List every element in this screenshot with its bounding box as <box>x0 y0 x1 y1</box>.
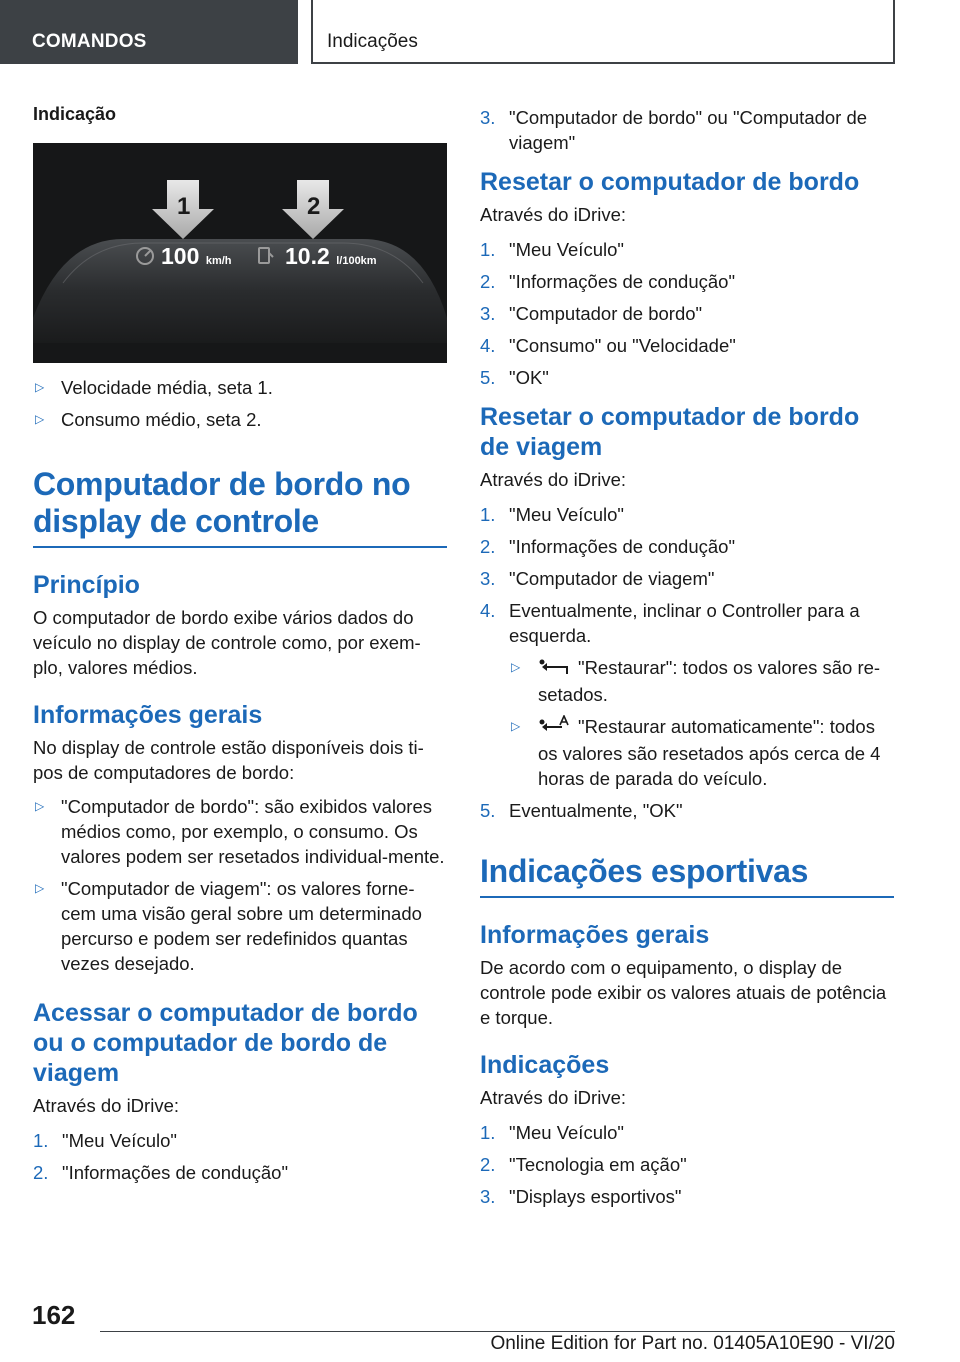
list-item: 2. "Informações de condução" <box>33 1162 289 1183</box>
triangle-bullet-icon: ▷ <box>35 881 45 895</box>
triangle-bullet-icon: ▷ <box>511 718 521 733</box>
principle-title: Princípio <box>33 571 140 599</box>
consumption-readout <box>285 243 377 270</box>
display-heading: Indicação <box>33 104 117 124</box>
instrument-cluster-figure <box>33 143 447 363</box>
reset-steps <box>480 237 894 390</box>
list-item: 1. "Meu Veículo" <box>33 1130 177 1151</box>
list-item: 5. Eventualmente, "OK" <box>480 799 683 821</box>
reset-icon <box>538 657 570 682</box>
list-item: ▷ "Restaurar automaticamente": todos os valores são resetados após cerca de 4 horas de parada do veículo. <box>511 715 881 789</box>
reset-trip-intro: Através do iDrive: <box>480 469 626 490</box>
reset-options-list <box>509 655 894 791</box>
triangle-bullet-icon: ▷ <box>511 660 521 674</box>
list-item: 2. "Tecnologia em ação" <box>480 1153 687 1175</box>
list-item: ▷ "Computador de viagem": os valores forne-cem uma visão geral sobre um determinado percurso e podem ser redefinidos quantas vezes desejado. <box>35 878 422 974</box>
access-title: Acessar o computador de bordo ou o computador de bordo de viagem <box>33 999 418 1087</box>
speed-unit: km/h <box>205 255 232 267</box>
sport-displays-title: Indicações <box>480 1050 610 1079</box>
chapter-tab: Indicações <box>311 0 895 64</box>
triangle-bullet-icon: ▷ <box>35 412 45 426</box>
section-tab: COMANDOS <box>0 0 298 64</box>
sport-displays-intro: Através do iDrive: <box>480 1086 626 1108</box>
page-header <box>0 0 960 66</box>
list-item: 2. "Informações de condução" <box>480 536 736 557</box>
arrow-1-label: 1 <box>177 193 191 220</box>
section-title: Computador de bordo no display de controle <box>33 466 447 548</box>
list-item: 1. "Meu Veículo" <box>480 504 624 525</box>
computer-types-list <box>33 794 447 976</box>
list-item: 4. "Consumo" ou "Velocidade" <box>480 335 736 356</box>
list-item: 3. "Computador de bordo" <box>480 303 703 324</box>
left-column <box>33 100 447 1192</box>
right-column <box>480 100 894 1216</box>
access-steps-continued <box>480 105 894 155</box>
list-item: ▷ "Computador de bordo": são exibidos valores médios como, por exemplo, o consumo. Os valores podem ser resetados individual-mente. <box>35 796 445 867</box>
speed-value: 100 <box>161 243 200 269</box>
sport-displays-steps <box>480 1120 894 1209</box>
list-item: 1. "Meu Veículo" <box>480 1121 624 1143</box>
cluster-graphic <box>33 143 447 363</box>
consumption-value: 10.2 <box>285 243 330 269</box>
list-item: 1. "Meu Veículo" <box>480 239 624 260</box>
list-item: ▷ "Restaurar": todos os valores são re-setados. <box>511 657 881 705</box>
list-item: 4. Eventualmente, inclinar o Controller para a esquerda. ▷ "Restaurar": todos os valores são re-setados. ▷ "Restaurar automaticamente": todos os valores são resetados após cerca de 4 horas de parada do veículo. <box>480 598 894 791</box>
edition-note: Online Edition for Part no. 01405A10E90 - VI/20 <box>490 1333 895 1354</box>
reset-trip-steps <box>480 502 894 823</box>
list-item: 2. "Informações de condução" <box>480 271 736 292</box>
consumption-unit: l/100km <box>336 255 377 267</box>
general-info-text: No display de controle estão disponíveis dois ti-pos de computadores de bordo: <box>33 737 424 783</box>
reset-title: Resetar o computador de bordo <box>480 168 860 196</box>
list-item: ▷ Consumo médio, seta 2. <box>35 409 262 430</box>
auto-reset-icon <box>538 715 570 741</box>
access-steps <box>33 1128 447 1185</box>
arrow-2-label: 2 <box>307 193 321 220</box>
reset-intro: Através do iDrive: <box>480 204 626 225</box>
list-item: 3. "Computador de bordo" ou "Computador de viagem" <box>480 107 868 153</box>
reset-trip-title: Resetar o computador de bordo de viagem <box>480 403 860 461</box>
list-item: 3. "Displays esportivos" <box>480 1185 682 1207</box>
footer-divider <box>100 1331 895 1332</box>
triangle-bullet-icon: ▷ <box>35 380 45 394</box>
list-item: ▷ Velocidade média, seta 1. <box>35 377 273 398</box>
triangle-bullet-icon: ▷ <box>35 799 45 813</box>
figure-legend-list <box>33 375 447 432</box>
sport-section-title: Indicações esportivas <box>480 853 894 898</box>
sport-general-text: De acordo com o equipamento, o display de controle pode exibir os valores atuais de potência e torque. <box>480 956 887 1028</box>
general-info-title: Informações gerais <box>33 701 263 729</box>
sport-general-title: Informações gerais <box>480 920 710 949</box>
access-intro: Através do iDrive: <box>33 1095 179 1116</box>
page-number: 162 <box>32 1300 76 1330</box>
speed-readout <box>161 243 232 270</box>
list-item: 5. "OK" <box>480 367 549 388</box>
principle-text: O computador de bordo exibe vários dados do veículo no display de controle como, por exem-plo, valores médios. <box>33 607 421 678</box>
list-item: 3. "Computador de viagem" <box>480 568 715 589</box>
